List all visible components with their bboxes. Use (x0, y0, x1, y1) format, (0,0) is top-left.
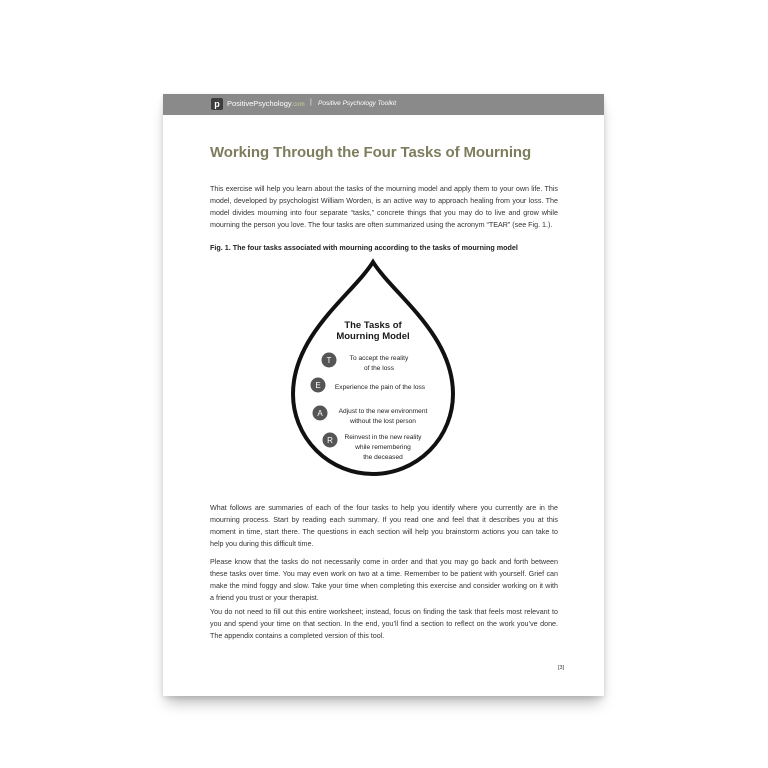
body-paragraph-2: Please know that the tasks do not necessarily come in order and that you may go back and forth between these tasks over time. You may even work on two at a time. Remember to be patient with yourself. Grief can make the mind foggy and slow. Take your time when completing this exercise and consider working on it with a friend you trust or your therapist. (210, 558, 558, 602)
step-t-text-2: of the loss (363, 365, 395, 372)
brand-suffix: .com (291, 102, 305, 108)
step-a-text-1: Adjust to the new environment (338, 408, 428, 415)
page-number: [3] (558, 665, 565, 671)
page-title: Working Through the Four Tasks of Mourning (210, 144, 532, 161)
body-paragraph-1: What follows are summaries of each of the four tasks to help you identify where you currently are in the mourning process. Start by reading each summary. If you read one and feel that it describes you at this moment in time, start there. The questions in each section will help you brainstorm actions you can take to help you during this difficult time. (210, 504, 558, 548)
intro-paragraph: This exercise will help you learn about the tasks of the mourning model and apply them to your own life. This model, developed by psychologist William Worden, is an active way to approach healing from your loss. The model divides mourning into four separate “tasks,” concrete things that you may do to live and grow while mourning the person you love. The four tasks are often summarized using the acronym “TEAR” (see Fig. 1.). (210, 185, 558, 229)
header-separator: | (310, 99, 312, 106)
step-r-text-3: the deceased (363, 454, 403, 461)
toolkit-label: Positive Psychology Toolkit (318, 99, 397, 107)
step-t-letter: T (326, 356, 332, 365)
step-r-letter: R (327, 436, 333, 445)
figure-caption: Fig. 1. The four tasks associated with mourning according to the tasks of mourning model (210, 243, 518, 252)
step-a-letter: A (317, 409, 323, 418)
step-e-letter: E (315, 381, 321, 390)
brand-name: PositivePsychology.com (227, 99, 305, 108)
step-r-text-1: Reinvest in the new reality (344, 434, 422, 441)
figure-title-line-2: Mourning Model (336, 331, 410, 342)
step-r-text-2: while remembering (355, 444, 411, 451)
step-a-text-2: without the lost person (350, 418, 416, 425)
step-e-text-1: Experience the pain of the loss (334, 384, 426, 391)
document-page (163, 94, 604, 696)
step-t-text-1: To accept the reality (349, 355, 409, 362)
brand-logo-icon: p (211, 98, 223, 110)
figure-title-line-1: The Tasks of (344, 320, 402, 331)
body-paragraph-3: You do not need to fill out this entire worksheet; instead, focus on finding the task that feels most relevant to you and spend your time on that section. In the end, you’ll find a section to reflect on the work you’ve done. The appendix contains a completed version of this tool. (210, 608, 558, 640)
